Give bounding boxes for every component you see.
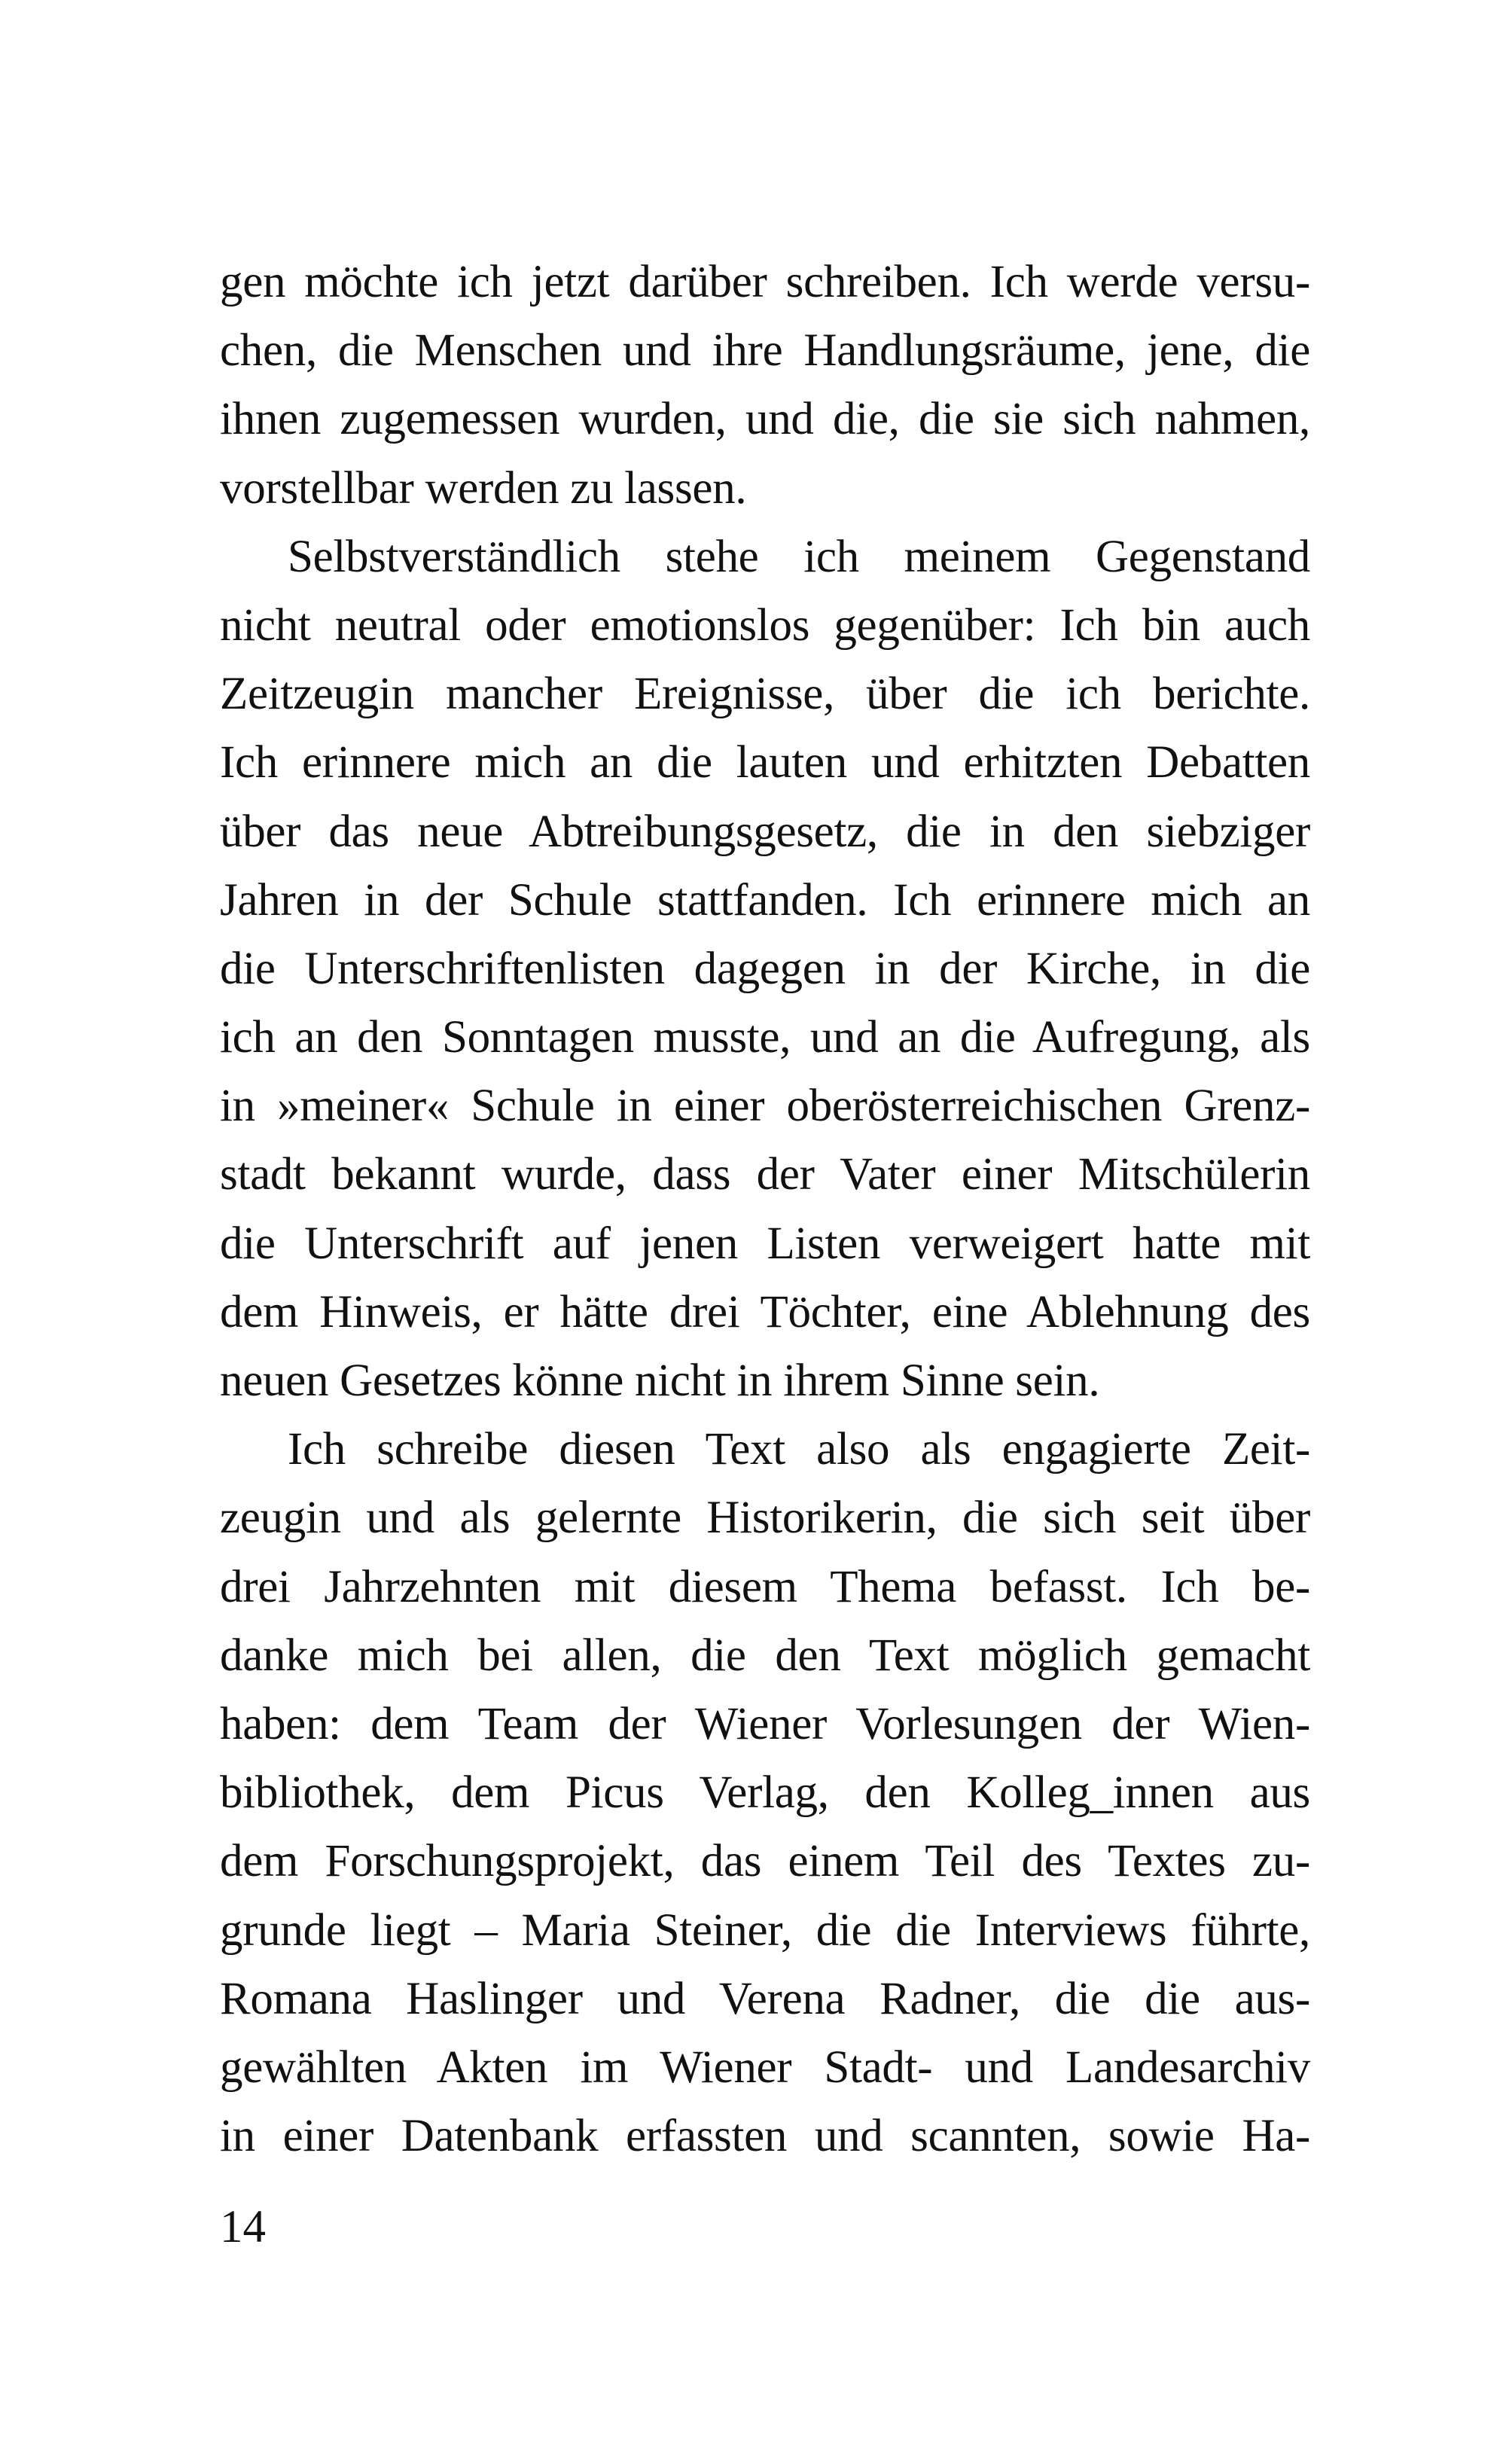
text-line: neuen Gesetzes könne nicht in ihrem Sinne sein. bbox=[220, 1356, 1100, 1406]
text-line: dem Hinweis, er hätte drei Töchter, eine Ablehnung des bbox=[220, 1286, 1310, 1337]
text-line: stadt bekannt wurde, dass der Vater einer Mitschülerin bbox=[220, 1149, 1310, 1200]
text-line: bibliothek, dem Picus Verlag, den Kolleg_innen aus bbox=[220, 1767, 1310, 1819]
text-line: in »meiner« Schule in einer oberösterreichischen Grenz- bbox=[220, 1081, 1310, 1132]
text-line: die Unterschrift auf jenen Listen verweigert hatte mit bbox=[220, 1218, 1310, 1269]
text-line: ihnen zugemessen wurden, und die, die sie sich nahmen, bbox=[220, 394, 1310, 445]
text-line: gen möchte ich jetzt darüber schreiben. Ich werde versu- bbox=[220, 257, 1310, 307]
text-line: in einer Datenbank erfassten und scannten, sowie Ha- bbox=[220, 2111, 1310, 2162]
text-line: haben: dem Team der Wiener Vorlesungen der Wien- bbox=[220, 1698, 1310, 1749]
text-line: ich an den Sonntagen musste, und an die Aufregung, als bbox=[220, 1012, 1310, 1063]
text-line: danke mich bei allen, die den Text möglich gemacht bbox=[220, 1630, 1310, 1681]
text-line: chen, die Menschen und ihre Handlungsräume, jene, die bbox=[220, 325, 1310, 377]
page-number: 14 bbox=[220, 2202, 266, 2252]
text-line: Ich erinnere mich an die lauten und erhitzten Debatten bbox=[220, 737, 1310, 788]
text-line: zeugin und als gelernte Historikerin, die sich seit über bbox=[220, 1493, 1310, 1544]
text-line: Ich schreibe diesen Text also als engagierte Zeit- bbox=[288, 1424, 1310, 1475]
text-line: Zeitzeugin mancher Ereignisse, über die ich berichte. bbox=[220, 669, 1310, 720]
text-line: über das neue Abtreibungsgesetz, die in den siebziger bbox=[220, 806, 1310, 857]
body-text bbox=[220, 248, 1310, 2170]
text-line: dem Forschungsprojekt, das einem Teil des Textes zu- bbox=[220, 1836, 1310, 1887]
text-line: gewählten Akten im Wiener Stadt- und Landesarchiv bbox=[220, 2042, 1310, 2093]
text-line: drei Jahrzehnten mit diesem Thema befasst. Ich be- bbox=[220, 1561, 1310, 1612]
text-line: die Unterschriftenlisten dagegen in der Kirche, in die bbox=[220, 943, 1310, 994]
text-line: nicht neutral oder emotionslos gegenüber: Ich bin auch bbox=[220, 599, 1310, 651]
text-line: grunde liegt – Maria Steiner, die die Interviews führte, bbox=[220, 1904, 1310, 1956]
text-line: Jahren in der Schule stattfanden. Ich erinnere mich an bbox=[220, 874, 1310, 926]
text-line: vorstellbar werden zu lassen. bbox=[220, 462, 747, 514]
text-line: Selbstverständlich stehe ich meinem Gegenstand bbox=[288, 531, 1310, 582]
text-line: Romana Haslinger und Verena Radner, die die aus- bbox=[220, 1973, 1310, 2024]
